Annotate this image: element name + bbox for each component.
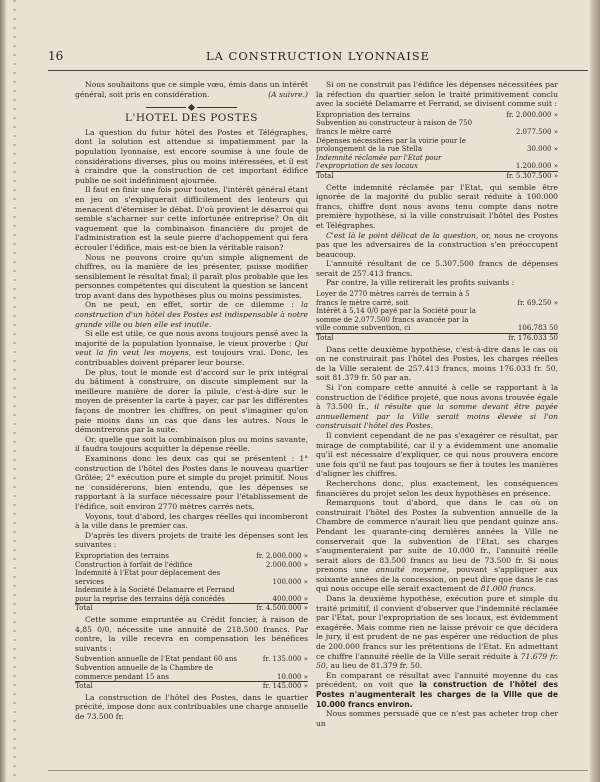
text: au lieu de 81.379 fr. 50. xyxy=(330,661,423,671)
text: On ne peut, en effet, sortir de ce dilemme : xyxy=(85,300,294,310)
paragraph: Voyons, tout d'abord, les charges réelles qui incomberont à la ville dans le premier cas. xyxy=(75,511,308,531)
row-amount: 100.000 » xyxy=(272,577,308,586)
paragraph: Nous sommes persuadé que ce n'est pas acheter trop cher un xyxy=(316,709,558,728)
table-row xyxy=(75,655,308,664)
paragraph: Cette indemnité réclamée par l'Etat, qui semble être ignorée de la majorité du public serait réduite à 100.000 francs, chiffre dont nous avons tenu compte dans notre première hypothèse, si la ville construisait l'hôtel des Postes et Télégraphes. xyxy=(316,182,558,230)
row-amount: fr. 69.250 » xyxy=(517,298,558,307)
table-row xyxy=(316,154,558,172)
row-label: Indemnité à l'Etat pour déplacement des services xyxy=(75,569,221,586)
paragraph: La question du futur hôtel des Postes et Télégraphes, dont la solution est attendue si impatiemment par la population lyonnaise, est encore soumise à une foule de considérations diverses, plus ou moins intéressées, et il est à craindre que la construction de cet important édifice publie ne soit indéfiniment ajournée. xyxy=(75,127,308,185)
emphasis-text: la construction d'un hôtel des Postes est indispensable à notre grande ville ou bien elle est inutile. xyxy=(75,300,308,329)
paragraph: Cette somme empruntée au Crédit foncier, à raison de 4,85 0/0, nécessite une annuité de 218.500 francs. Par contre, la ville recevra en compensation les bénéfices suivants : xyxy=(75,615,308,653)
table-row xyxy=(75,664,308,682)
bold-conclusion: la construction de l'hôtel des Postes n'augmenterait les charges de la Ville que de 10.000 francs environ. xyxy=(316,680,558,709)
journal-title: LA CONSTRUCTION LYONNAISE xyxy=(205,49,431,63)
paragraph: Or, quelle que soit la combinaison plus ou moins savante, il faudra toujours acquitter la dépense réelle. xyxy=(75,434,308,454)
paragraph xyxy=(316,671,558,709)
table-row xyxy=(316,137,558,154)
emphasis-text: il résulte que la somme devant être payée annuellement par la Ville serait moins élevée si l'on construisait l'hôtel des Postes. xyxy=(316,402,558,431)
page-edge xyxy=(590,0,600,782)
table-row xyxy=(75,552,308,561)
table-total-row xyxy=(316,334,558,343)
row-amount: 10.000 » xyxy=(246,664,308,682)
paragraph: Il convient cependant de ne pas s'exagérer ce résultat, par mirage de comptabilité, car il y a évidemment une anomalie qu'il est nécessaire d'expliquer, ce qui nous prouvera encore une fois qu'il ne faut pas toujours se fier à toutes les manières d'aligner les chiffres. xyxy=(316,430,558,479)
row-label: Intérêt à 5,14 0/0 payé par la Société pour la somme de 2.077.500 francs avancée par la ville comme subvention, ci xyxy=(316,307,484,333)
to-be-continued: (A suivre.) xyxy=(268,89,308,99)
running-header xyxy=(48,49,588,67)
revenue-table-construction xyxy=(75,655,308,690)
intro-paragraph xyxy=(75,80,308,99)
row-amount: fr. 2.000.000 » xyxy=(506,110,558,119)
total-label: Total xyxy=(75,682,93,691)
paragraph: Nous ne pouvons croire qu'un simple alignement de chiffres, ou la manière de les présenter, puisse modifier sensiblement le résultat final; il paraît plus probable que les personnes compétentes qui discutent la question se lancent trop avant dans des hypothèses plus ou moins pessimistes. xyxy=(75,252,308,300)
row-label: Dépenses nécessitées par la voirie pour le prolongement de la rue Stella xyxy=(316,136,466,154)
expense-table-construction xyxy=(75,552,308,613)
table-total-row xyxy=(75,682,308,691)
section-ornament xyxy=(75,104,308,110)
table-row xyxy=(75,569,308,586)
emphasis-text: 71.679 fr. 50, xyxy=(316,651,558,671)
text: Si l'on compare cette annuité à celle se rapportant à la construction de l'édifice projeté, que nous avons trouvée égale à 73.500 fr., xyxy=(316,383,558,412)
book-spine xyxy=(0,0,6,782)
row-amount: 30.000 » xyxy=(526,145,558,154)
row-amount: 2.077.500 » xyxy=(515,127,558,136)
total-amount: fr. 4.500.000 » xyxy=(256,604,308,613)
paragraph: La construction de l'hôtel des Postes, dans le quartier précité, impose donc aux contribuables une charge annuelle de 73.500 fr. xyxy=(75,692,309,721)
row-amount: fr. 135.000 » xyxy=(262,655,308,664)
revenue-table-primitive xyxy=(316,290,558,343)
paragraph xyxy=(75,300,308,329)
text: est toujours vrai. Donc, les contribuables doivent préparer leur bourse. xyxy=(75,348,308,368)
total-label: Total xyxy=(75,604,93,613)
paragraph: L'annuité résultant de ce 5.307.500 francs de dépenses serait de 257.413 francs. xyxy=(316,259,558,278)
page-number: 16 xyxy=(48,49,64,63)
row-amount: 106.783 50 xyxy=(484,307,558,333)
header-rule xyxy=(48,70,588,71)
row-label: Loyer de 2770 mètres carrés de terrain à 5 francs le mètre carré, soit xyxy=(316,290,470,307)
row-amount: 2.000.000 » xyxy=(265,560,308,569)
table-row xyxy=(316,119,558,136)
row-amount: 400.000 » xyxy=(246,586,308,604)
paragraph xyxy=(316,383,558,431)
total-label: Total xyxy=(316,171,334,180)
paragraph: De plus, tout le monde est d'accord sur le prix intégral du bâtiment à construire, on discute simplement sur la meilleure manière de dorer la pilule, c'est-à-dire sur le moyen de présenter la carte à payer, car par les différentes façons de montrer les chiffres, on peut s'imaginer qu'on paie moins dans un cas que dans les autres. Nous le démontrerons par la suite. xyxy=(75,367,308,435)
emphasis-text: 81.000 francs. xyxy=(480,584,537,594)
text: Remarquons tout d'abord, que dans le cas où on construirait l'hôtel des Postes la subvention annuelle de la Chambre de commerce n'aurait lieu que pendant quinze ans. Pendant les quarante-cinq dernières années la Ville ne conserverait que la subvention de l'Etat, ses charges s'augmenteraient par suite de 10.000 fr., l'annuité réelle serait alors de 83.500 francs au lieu de 73.500 fr. Si nous prenons une xyxy=(316,498,558,575)
total-amount: fr. 145.000 » xyxy=(262,682,308,691)
table-total-row xyxy=(316,171,558,180)
paragraph: Par contre, la ville retirerait les profits suivants : xyxy=(326,278,515,288)
paragraph: Il faut en finir une fois pour toutes, l'intérêt général étant en jeu on s'expliquerait difficilement des lenteurs qui menacent d'éterniser le débat. D'où provient le désarroi qui semble s'acharner sur cette infortunée entreprise? On dit vaguement que la combinaison financière du projet de l'administration est la seule pierre d'achoppement qui fera écrouler l'édifice, mais est-ce bien la véritable raison? xyxy=(75,185,308,252)
row-label: Subvention annuelle de l'Etat pendant 60 ans xyxy=(75,655,237,664)
emphasis-text: C'est là le point délicat de la question, xyxy=(326,230,479,240)
row-label: Expropriation des terrains xyxy=(75,551,169,560)
paragraph: D'après les divers projets de traité les dépenses sont les suivantes : xyxy=(75,530,308,550)
footer-rule xyxy=(48,770,588,771)
table-row xyxy=(316,307,558,333)
section-title: L'HOTEL DES POSTES xyxy=(125,112,258,125)
right-column xyxy=(316,80,558,728)
left-column xyxy=(75,80,308,722)
emphasis-text: Qui veut la fin veut les moyens, xyxy=(75,338,308,358)
expense-table-primitive xyxy=(316,111,558,181)
row-amount: 1.200.000 » xyxy=(484,154,558,172)
text: Dans la deuxième hypothèse, exécution pure et simple du traité primitif, il convient d'observer que l'indemnité réclamée par l'Etat, pour l'expropriation de ses locaux, est évidemment exagérée. Mais comme rien ne laisse prévoir ce que décidera le jury, il est prudent de ne pas espérer une réduction de plus de 200.000 francs sur les prétentions de l'Etat. En admettant ce chiffre l'annuité réelle de la Ville serait réduite à xyxy=(316,594,558,661)
table-row xyxy=(316,290,558,307)
row-label: Expropriation des terrains xyxy=(316,110,410,119)
table-row xyxy=(75,561,308,570)
table-total-row xyxy=(75,604,308,613)
total-label: Total xyxy=(316,334,334,343)
row-label: Subvention au constructeur à raison de 750 francs le mètre carré xyxy=(316,119,473,136)
text: or, nous ne croyons pas que les adversaires de la construction s'en préoccupent beaucoup. xyxy=(316,230,558,259)
paragraph xyxy=(75,329,308,367)
paragraph xyxy=(316,594,558,671)
row-label: Indemnité à la Société Delamarre et Ferrand pour la reprise des terrains déjà concédés xyxy=(75,586,246,604)
paragraph: Examinons donc les deux cas qui se présentent : 1° construction de l'hôtel des Postes dans le nouveau quartier Grôlée; 2° exécution pure et simple du projet primitif. Nous ne considérerons, bien entendu, que les dépenses se rapportant à la surface nécessaire pour l'établissement de l'édifice, soit environ 2770 mètres carrés nets. xyxy=(75,453,308,511)
text: Si elle est utile, ce que nous avons toujours pensé avec la majorité de la population lyonnaise, le vieux proverbe : xyxy=(75,329,308,348)
emphasis-text: annuité moyenne, xyxy=(375,565,450,575)
text: pouvant s'appliquer aux soixante années de la concession, on peut dire que dans le cas qui nous occupe elle serait exactement de xyxy=(316,565,558,594)
total-amount: fr. 5.307.500 » xyxy=(506,171,558,180)
paragraph xyxy=(316,498,558,594)
row-amount: fr. 2.000.000 » xyxy=(256,551,308,560)
row-label: Indemnité réclamée par l'Etat pour l'expropriation de ses locaux xyxy=(316,154,484,172)
intro-text: Nous souhaitons que ce simple vœu, émis dans un intérêt général, soit pris en considération. xyxy=(75,80,308,99)
paragraph: Recherchons donc, plus exactement, les conséquences financières du projet selon les deux hypothèses en présence. xyxy=(316,478,558,498)
total-amount: fr. 176.033 50 xyxy=(508,334,558,343)
row-label: Subvention annuelle de la Chambre de commerce pendant 15 ans xyxy=(75,664,246,682)
paragraph: Dans cette deuxième hypothèse, c'est-à-dire dans le cas où on ne construirait pas l'hôtel des Postes, les charges réelles de la Ville seraient de 257.413 francs, moins 176.033 fr. 50, soit 81.379 fr. 50 par an. xyxy=(316,344,558,383)
table-row xyxy=(75,586,308,604)
row-label: Construction à forfait de l'édifice xyxy=(75,560,193,569)
paragraph xyxy=(316,231,558,260)
text: En comparant ce résultat avec l'annuité moyenne du cas précédent, on voit que xyxy=(316,670,558,690)
paragraph: Si on ne construit pas l'édifice les dépenses nécessitées par la réfection du quartier selon le traité primitivement conclu avec la société Delamarre et Ferrand, se divisent comme suit : xyxy=(316,80,558,109)
binding-stitches xyxy=(13,0,16,782)
